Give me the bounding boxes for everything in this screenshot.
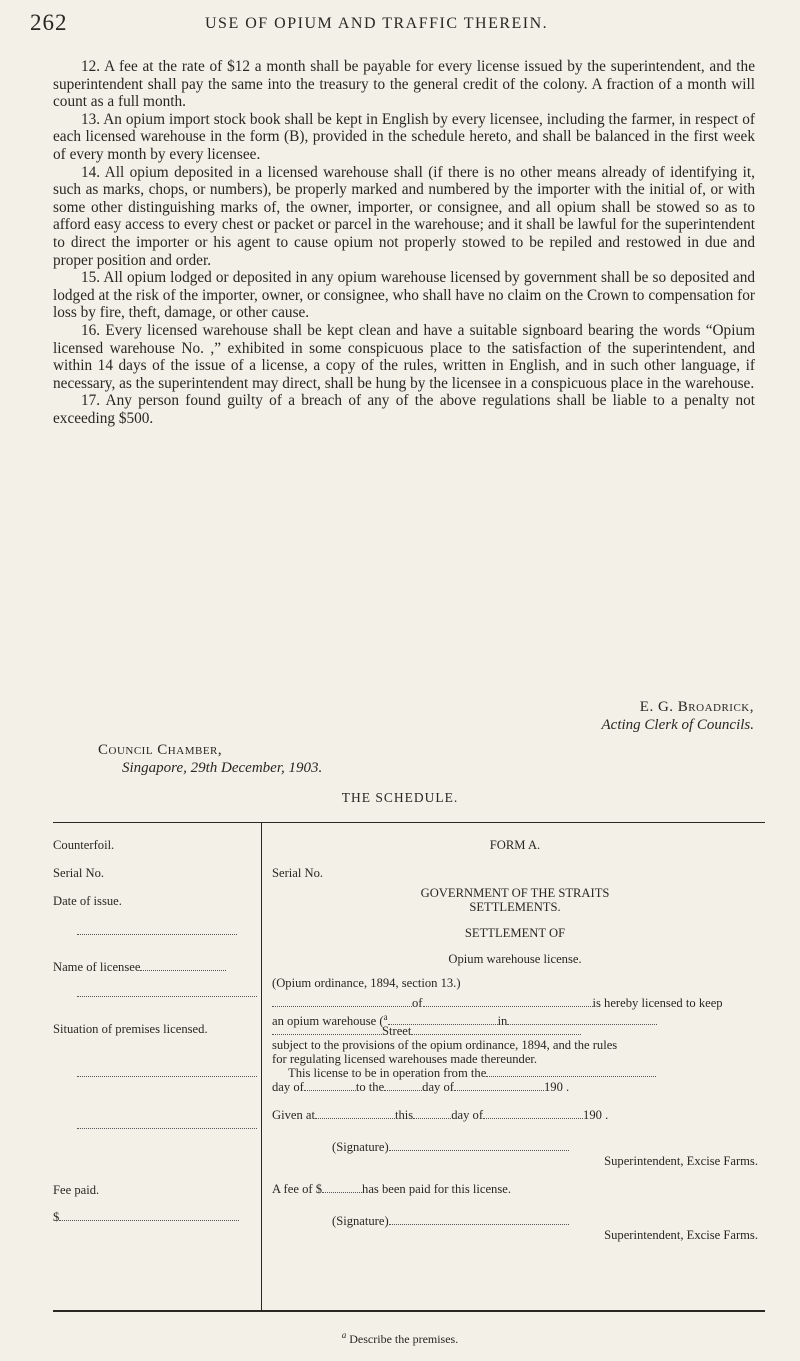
paragraph-14: 14. All opium deposited in a licensed warehouse shall (if there is no other means already of identifying it, such as marks, chops, or numbers), be properly marked and numbered by the importer with the initial of, or with some other distinguishing marks of, the owner, importer, or consignee, and all opium shall be stowed so as to afford easy access to every chest or packet or parcel in the warehouse; and it shall be lawful for the superintendent to direct the importer or his agent to cause opium not properly stowed to be repiled and restowed in due and proper position and order. bbox=[53, 163, 755, 269]
licensee-name-dots bbox=[272, 996, 412, 1007]
footnote-mark: a bbox=[341, 1330, 347, 1340]
opium-warehouse-text: an opium warehouse ( bbox=[272, 1014, 384, 1029]
counterfoil-fee: Fee paid. bbox=[53, 1183, 100, 1197]
council-chamber: Council Chamber, bbox=[98, 742, 223, 758]
period-dots-3 bbox=[454, 1080, 544, 1091]
place-date: Singapore, 29th December, 1903. bbox=[122, 760, 323, 776]
date-dotted-line bbox=[77, 934, 237, 935]
signature-dots-2 bbox=[389, 1214, 569, 1225]
signature-line-2 bbox=[332, 1214, 752, 1229]
page-number: 262 bbox=[30, 10, 68, 35]
form-serial: Serial No. bbox=[272, 866, 324, 880]
licensee-line bbox=[272, 996, 758, 1011]
signature-block bbox=[602, 698, 754, 734]
period-dots-1 bbox=[304, 1080, 356, 1091]
ordinance-reference: (Opium ordinance, 1894, section 13.) bbox=[272, 976, 461, 990]
given-line: Given at this day of 190 . bbox=[272, 1108, 609, 1122]
schedule-top-rule bbox=[53, 822, 765, 823]
signature-label-1: (Signature) bbox=[332, 1140, 389, 1154]
year-190-b: 190 bbox=[583, 1108, 602, 1122]
fee-suffix: has been paid for this license. bbox=[362, 1182, 511, 1196]
paragraph-13: 13. An opium import stock book shall be kept in English by every licensee, including the farmer, in respect of each licensed warehouse in the form (B), provided in the schedule hereto, and shall be balanced in the first week of every month by every licensee. bbox=[53, 110, 755, 163]
footnote bbox=[0, 1330, 800, 1347]
counterfoil-name: Name of licensee bbox=[53, 960, 141, 974]
this-word: this bbox=[395, 1108, 414, 1122]
given-dots-3 bbox=[483, 1108, 583, 1119]
day-of-1: day of bbox=[272, 1080, 304, 1094]
licensee-place-dots bbox=[423, 996, 593, 1007]
counterfoil-serial: Serial No. bbox=[53, 866, 105, 880]
name-dotted-line bbox=[77, 996, 257, 997]
government-line-2: SETTLEMENTS. bbox=[469, 900, 561, 914]
fee-line bbox=[272, 1182, 758, 1197]
given-at: Given at bbox=[272, 1108, 316, 1122]
signature-label-2: (Signature) bbox=[332, 1214, 389, 1228]
counterfoil-fee-row bbox=[53, 1210, 256, 1225]
counterfoil-date: Date of issue. bbox=[53, 894, 122, 908]
superintendent-2: Superintendent, Excise Farms. bbox=[604, 1228, 758, 1242]
fee-dots bbox=[59, 1210, 239, 1221]
fee-prefix: A fee of $ bbox=[272, 1182, 323, 1196]
paragraph-12: 12. A fee at the rate of $12 a month shall be payable for every license issued by the superintendent, and the superintendent shall pay the same into the treasury to the general credit of the colony. A fraction of a month will count as a full month. bbox=[53, 58, 755, 111]
running-title: USE OF OPIUM AND TRAFFIC THEREIN. bbox=[205, 15, 549, 32]
schedule-title: THE SCHEDULE. bbox=[341, 790, 459, 805]
year-190-a: 190 bbox=[544, 1080, 563, 1094]
operation-dots bbox=[486, 1066, 656, 1077]
licensed-to-keep: is hereby licensed to keep bbox=[592, 996, 723, 1010]
superintendent-1: Superintendent, Excise Farms. bbox=[604, 1154, 758, 1168]
in-word: in bbox=[497, 1014, 508, 1029]
footnote-text: Describe the premises. bbox=[349, 1332, 459, 1346]
street-dots bbox=[272, 1024, 382, 1035]
to-the: to the bbox=[355, 1080, 385, 1094]
situation-dotted-line-2 bbox=[77, 1128, 257, 1129]
regulations-text bbox=[53, 58, 755, 427]
street-word: Street bbox=[382, 1024, 412, 1038]
signature-dots-1 bbox=[389, 1140, 569, 1151]
counterfoil-dollar: $ bbox=[53, 1210, 60, 1224]
period-dots-2 bbox=[384, 1080, 422, 1091]
government-line-1: GOVERNMENT OF THE STRAITS bbox=[420, 886, 610, 900]
of-word: of bbox=[412, 996, 423, 1010]
day-of-3: day of bbox=[451, 1108, 484, 1122]
situation-dotted-line-1 bbox=[77, 1076, 257, 1077]
counterfoil-title: Counterfoil. bbox=[53, 838, 115, 852]
paragraph-15: 15. All opium lodged or deposited in any opium warehouse licensed by government shall be so deposited and lodged at the risk of the importer, owner, or consignee, who shall have no claim on the Crown to compensation for loss by fire, theft, damage, or other cause. bbox=[53, 269, 755, 322]
period-line: day of to the day of 190 . bbox=[272, 1080, 570, 1094]
given-dots-1 bbox=[315, 1108, 395, 1119]
schedule-bottom-rule bbox=[53, 1310, 765, 1312]
place-date-block bbox=[98, 741, 322, 777]
regulating-line: for regulating licensed warehouses made thereunder. bbox=[272, 1052, 538, 1066]
settlement-of: SETTLEMENT OF bbox=[464, 926, 566, 940]
day-of-2: day of bbox=[422, 1080, 454, 1094]
counterfoil-name-row bbox=[53, 960, 256, 975]
footnote-ref: a bbox=[383, 1012, 388, 1022]
license-type: Opium warehouse license. bbox=[448, 952, 582, 966]
counterfoil-situation: Situation of premises licensed. bbox=[53, 1022, 208, 1036]
subject-line: subject to the provisions of the opium ordinance, 1894, and the rules bbox=[272, 1038, 618, 1052]
operation-text: This license to be in operation from the bbox=[288, 1066, 487, 1080]
given-dots-2 bbox=[413, 1108, 451, 1119]
street-line bbox=[272, 1024, 758, 1039]
fee-amount-dots bbox=[322, 1182, 362, 1193]
form-title: FORM A. bbox=[489, 838, 541, 852]
street-tail-dots bbox=[411, 1024, 581, 1035]
paragraph-16: 16. Every licensed warehouse shall be kept clean and have a suitable signboard bearing the words “Opium licensed warehouse No. ,” exhibited in some conspicuous place to the satisfaction of the superintendent, and within 14 days of the issue of a license, a copy of the rules, written in English, and in such other language, if necessary, as the superintendent may direct, shall be hung by the licensee in a conspicuous place in the warehouse. bbox=[53, 321, 755, 392]
name-dots bbox=[140, 960, 226, 971]
signatory-role: Acting Clerk of Councils. bbox=[601, 717, 754, 733]
page-header bbox=[30, 10, 775, 40]
operation-line bbox=[272, 1066, 774, 1081]
signatory-name: E. G. Broadrick, bbox=[639, 699, 754, 715]
signature-line-1 bbox=[332, 1140, 752, 1155]
paragraph-17: 17. Any person found guilty of a breach of any of the above regulations shall be liable to a penalty not exceeding $500. bbox=[53, 392, 755, 427]
schedule-column-rule bbox=[261, 822, 262, 1310]
